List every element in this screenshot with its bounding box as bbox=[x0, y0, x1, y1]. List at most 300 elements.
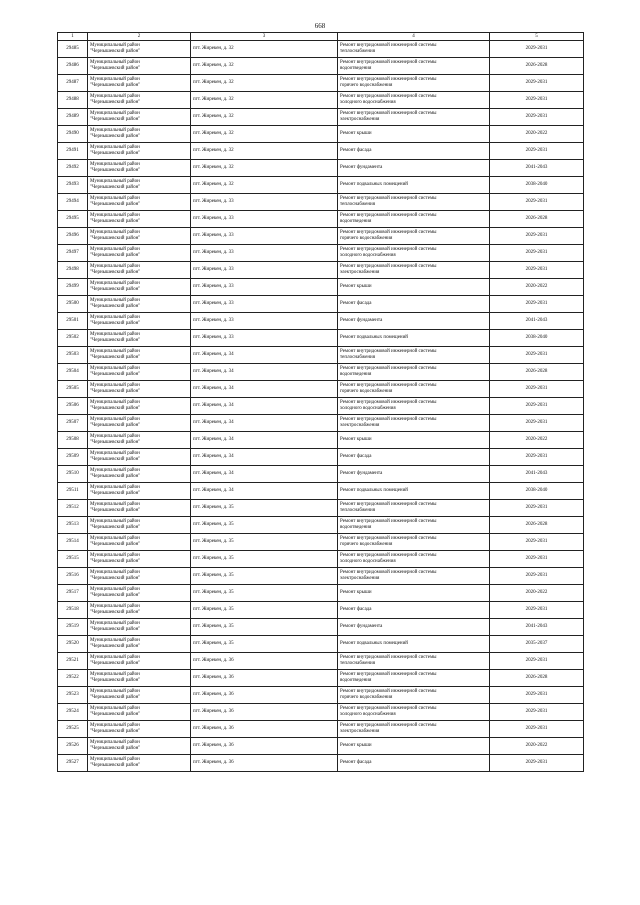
table-row bbox=[58, 568, 584, 585]
address-cell: пгт. Жирекен, д. 36 bbox=[191, 653, 338, 670]
table-row bbox=[58, 500, 584, 517]
table-row bbox=[58, 92, 584, 109]
period-cell: 2029-2031 bbox=[490, 92, 584, 109]
district-cell bbox=[88, 75, 191, 92]
table-row bbox=[58, 653, 584, 670]
work-type-cell-line: холодного водоснабжения bbox=[340, 712, 396, 717]
column-header: 5 bbox=[490, 33, 584, 41]
row-number-cell: 29514 bbox=[58, 534, 88, 551]
district-cell-line: "Чернышевский район" bbox=[90, 440, 141, 445]
address-cell: пгт. Жирекен, д. 35 bbox=[191, 636, 338, 653]
district-cell bbox=[88, 585, 191, 602]
row-number-cell: 29516 bbox=[58, 568, 88, 585]
period-cell: 2029-2031 bbox=[490, 109, 584, 126]
address-cell: пгт. Жирекен, д. 32 bbox=[191, 109, 338, 126]
period-cell: 2038-2040 bbox=[490, 177, 584, 194]
district-cell-line: "Чернышевский район" bbox=[90, 338, 141, 343]
work-type-cell-line: горячего водоснабжения bbox=[340, 236, 393, 241]
table-row bbox=[58, 41, 584, 58]
district-cell bbox=[88, 755, 191, 772]
address-cell: пгт. Жирекен, д. 33 bbox=[191, 245, 338, 262]
work-type-cell-line: теплоснабжения bbox=[340, 49, 375, 54]
address-cell: пгт. Жирекен, д. 34 bbox=[191, 398, 338, 415]
table-row bbox=[58, 483, 584, 500]
table-row bbox=[58, 432, 584, 449]
district-cell-line: "Чернышевский район" bbox=[90, 372, 141, 377]
district-cell-line: Муниципальный район bbox=[90, 60, 140, 65]
period-cell: 2029-2031 bbox=[490, 75, 584, 92]
table-row bbox=[58, 687, 584, 704]
table-row bbox=[58, 160, 584, 177]
address-cell: пгт. Жирекен, д. 36 bbox=[191, 755, 338, 772]
work-type-cell-line: Ремонт внутридомовой инженерной системы bbox=[340, 723, 437, 728]
district-cell bbox=[88, 211, 191, 228]
district-cell bbox=[88, 568, 191, 585]
work-type-cell bbox=[338, 75, 490, 92]
district-cell-line: "Чернышевский район" bbox=[90, 644, 141, 649]
district-cell-line: "Чернышевский район" bbox=[90, 457, 141, 462]
address-cell: пгт. Жирекен, д. 34 bbox=[191, 432, 338, 449]
district-cell bbox=[88, 432, 191, 449]
district-cell bbox=[88, 330, 191, 347]
row-number-cell: 29520 bbox=[58, 636, 88, 653]
work-type-cell-line: Ремонт подвальных помещений bbox=[340, 641, 408, 646]
district-cell-line: Муниципальный район bbox=[90, 638, 140, 643]
district-cell-line: Муниципальный район bbox=[90, 621, 140, 626]
district-cell-line: Муниципальный район bbox=[90, 247, 140, 252]
district-cell bbox=[88, 704, 191, 721]
district-cell-line: Муниципальный район bbox=[90, 502, 140, 507]
address-cell: пгт. Жирекен, д. 34 bbox=[191, 364, 338, 381]
work-type-cell bbox=[338, 636, 490, 653]
work-type-cell bbox=[338, 432, 490, 449]
address-cell: пгт. Жирекен, д. 32 bbox=[191, 126, 338, 143]
district-cell-line: Муниципальный район bbox=[90, 519, 140, 524]
work-type-cell bbox=[338, 653, 490, 670]
address-cell: пгт. Жирекен, д. 34 bbox=[191, 381, 338, 398]
row-number-cell: 29517 bbox=[58, 585, 88, 602]
address-cell: пгт. Жирекен, д. 36 bbox=[191, 738, 338, 755]
period-cell: 2020-2022 bbox=[490, 585, 584, 602]
work-type-cell-line: горячего водоснабжения bbox=[340, 83, 393, 88]
work-type-cell-line: Ремонт внутридомовой инженерной системы bbox=[340, 94, 437, 99]
work-type-cell bbox=[338, 670, 490, 687]
work-type-cell bbox=[338, 619, 490, 636]
district-cell-line: "Чернышевский район" bbox=[90, 236, 141, 241]
work-type-cell-line: Ремонт крыши bbox=[340, 284, 372, 289]
work-type-cell-line: водоотведения bbox=[340, 66, 372, 71]
row-number-cell: 29502 bbox=[58, 330, 88, 347]
work-type-cell-line: Ремонт внутридомовой инженерной системы bbox=[340, 77, 437, 82]
work-type-cell-line: Ремонт подвальных помещений bbox=[340, 488, 408, 493]
work-type-cell-line: Ремонт внутридомовой инженерной системы bbox=[340, 230, 437, 235]
work-type-cell-line: Ремонт фасада bbox=[340, 148, 372, 153]
district-cell bbox=[88, 687, 191, 704]
period-cell: 2038-2040 bbox=[490, 330, 584, 347]
address-cell: пгт. Жирекен, д. 32 bbox=[191, 160, 338, 177]
district-cell-line: Муниципальный район bbox=[90, 757, 140, 762]
row-number-cell: 29524 bbox=[58, 704, 88, 721]
row-number-cell: 29504 bbox=[58, 364, 88, 381]
period-cell: 2029-2031 bbox=[490, 398, 584, 415]
district-cell bbox=[88, 466, 191, 483]
table-row bbox=[58, 262, 584, 279]
district-cell-line: "Чернышевский район" bbox=[90, 270, 141, 275]
period-cell: 2029-2031 bbox=[490, 262, 584, 279]
table-row bbox=[58, 330, 584, 347]
work-type-cell-line: Ремонт крыши bbox=[340, 131, 372, 136]
district-cell bbox=[88, 602, 191, 619]
work-type-cell-line: Ремонт фундамента bbox=[340, 318, 383, 323]
row-number-cell: 29499 bbox=[58, 279, 88, 296]
district-cell-line: Муниципальный район bbox=[90, 145, 140, 150]
district-cell-line: Муниципальный район bbox=[90, 94, 140, 99]
address-cell: пгт. Жирекен, д. 33 bbox=[191, 279, 338, 296]
district-cell-line: Муниципальный район bbox=[90, 43, 140, 48]
work-type-cell bbox=[338, 262, 490, 279]
period-cell: 2041-2043 bbox=[490, 619, 584, 636]
period-cell: 2029-2031 bbox=[490, 143, 584, 160]
page-number: 668 bbox=[314, 22, 326, 30]
address-cell: пгт. Жирекен, д. 35 bbox=[191, 619, 338, 636]
district-cell-line: Муниципальный район bbox=[90, 536, 140, 541]
work-type-cell-line: электроснабжения bbox=[340, 270, 380, 275]
work-type-cell-line: Ремонт внутридомовой инженерной системы bbox=[340, 247, 437, 252]
period-cell: 2035-2037 bbox=[490, 636, 584, 653]
table-body bbox=[58, 41, 584, 772]
work-type-cell-line: холодного водоснабжения bbox=[340, 253, 396, 258]
address-cell: пгт. Жирекен, д. 32 bbox=[191, 92, 338, 109]
address-cell: пгт. Жирекен, д. 36 bbox=[191, 704, 338, 721]
district-cell-line: "Чернышевский район" bbox=[90, 219, 141, 224]
period-cell: 2029-2031 bbox=[490, 653, 584, 670]
period-cell: 2029-2031 bbox=[490, 347, 584, 364]
table-row bbox=[58, 636, 584, 653]
work-type-cell bbox=[338, 398, 490, 415]
district-cell bbox=[88, 279, 191, 296]
work-type-cell bbox=[338, 364, 490, 381]
district-cell-line: "Чернышевский район" bbox=[90, 287, 141, 292]
row-number-cell: 29492 bbox=[58, 160, 88, 177]
district-cell-line: Муниципальный район bbox=[90, 689, 140, 694]
work-type-cell-line: Ремонт крыши bbox=[340, 743, 372, 748]
district-cell-line: Муниципальный район bbox=[90, 349, 140, 354]
address-cell: пгт. Жирекен, д. 36 bbox=[191, 670, 338, 687]
period-cell: 2026-2028 bbox=[490, 517, 584, 534]
work-type-cell-line: Ремонт внутридомовой инженерной системы bbox=[340, 383, 437, 388]
work-type-cell-line: Ремонт подвальных помещений bbox=[340, 182, 408, 187]
period-cell: 2029-2031 bbox=[490, 551, 584, 568]
work-type-cell-line: Ремонт крыши bbox=[340, 590, 372, 595]
district-cell-line: Муниципальный район bbox=[90, 400, 140, 405]
row-number-cell: 29511 bbox=[58, 483, 88, 500]
district-cell-line: "Чернышевский район" bbox=[90, 49, 141, 54]
row-number-cell: 29507 bbox=[58, 415, 88, 432]
address-cell: пгт. Жирекен, д. 35 bbox=[191, 517, 338, 534]
work-type-cell bbox=[338, 245, 490, 262]
period-cell: 2020-2022 bbox=[490, 432, 584, 449]
work-type-cell-line: Ремонт внутридомовой инженерной системы bbox=[340, 264, 437, 269]
period-cell: 2041-2043 bbox=[490, 160, 584, 177]
work-type-cell bbox=[338, 279, 490, 296]
row-number-cell: 29503 bbox=[58, 347, 88, 364]
district-cell-line: "Чернышевский район" bbox=[90, 746, 141, 751]
work-type-cell-line: Ремонт внутридомовой инженерной системы bbox=[340, 655, 437, 660]
work-type-cell-line: водоотведения bbox=[340, 525, 372, 530]
address-cell: пгт. Жирекен, д. 35 bbox=[191, 500, 338, 517]
period-cell: 2029-2031 bbox=[490, 500, 584, 517]
table-row bbox=[58, 75, 584, 92]
district-cell-line: "Чернышевский район" bbox=[90, 712, 141, 717]
column-number-row bbox=[58, 33, 584, 41]
district-cell-line: Муниципальный район bbox=[90, 434, 140, 439]
period-cell: 2020-2022 bbox=[490, 279, 584, 296]
work-type-cell-line: теплоснабжения bbox=[340, 202, 375, 207]
row-number-cell: 29509 bbox=[58, 449, 88, 466]
period-cell: 2026-2028 bbox=[490, 364, 584, 381]
table-row bbox=[58, 466, 584, 483]
table-row bbox=[58, 177, 584, 194]
work-type-cell bbox=[338, 296, 490, 313]
work-type-cell bbox=[338, 534, 490, 551]
address-cell: пгт. Жирекен, д. 33 bbox=[191, 194, 338, 211]
district-cell-line: "Чернышевский район" bbox=[90, 389, 141, 394]
district-cell-line: Муниципальный район bbox=[90, 196, 140, 201]
work-type-cell-line: Ремонт фундамента bbox=[340, 624, 383, 629]
district-cell-line: Муниципальный район bbox=[90, 451, 140, 456]
address-cell: пгт. Жирекен, д. 35 bbox=[191, 551, 338, 568]
work-type-cell-line: Ремонт фасада bbox=[340, 301, 372, 306]
row-number-cell: 29505 bbox=[58, 381, 88, 398]
table-row bbox=[58, 313, 584, 330]
work-type-cell bbox=[338, 585, 490, 602]
table-row bbox=[58, 398, 584, 415]
period-cell: 2038-2040 bbox=[490, 483, 584, 500]
period-cell: 2029-2031 bbox=[490, 194, 584, 211]
work-type-cell bbox=[338, 228, 490, 245]
work-type-cell-line: Ремонт внутридомовой инженерной системы bbox=[340, 536, 437, 541]
work-type-cell bbox=[338, 58, 490, 75]
district-cell-line: "Чернышевский район" bbox=[90, 695, 141, 700]
row-number-cell: 29485 bbox=[58, 41, 88, 58]
row-number-cell: 29515 bbox=[58, 551, 88, 568]
district-cell bbox=[88, 58, 191, 75]
table-row bbox=[58, 721, 584, 738]
district-cell-line: Муниципальный район bbox=[90, 672, 140, 677]
district-cell-line: "Чернышевский район" bbox=[90, 83, 141, 88]
row-number-cell: 29490 bbox=[58, 126, 88, 143]
work-type-cell-line: Ремонт внутридомовой инженерной системы bbox=[340, 706, 437, 711]
work-type-cell bbox=[338, 704, 490, 721]
work-type-cell-line: Ремонт фасада bbox=[340, 454, 372, 459]
period-cell: 2029-2031 bbox=[490, 415, 584, 432]
district-cell-line: "Чернышевский район" bbox=[90, 627, 141, 632]
work-type-cell bbox=[338, 568, 490, 585]
district-cell-line: "Чернышевский район" bbox=[90, 525, 141, 530]
district-cell bbox=[88, 364, 191, 381]
district-cell-line: Муниципальный район bbox=[90, 77, 140, 82]
row-number-cell: 29495 bbox=[58, 211, 88, 228]
district-cell-line: Муниципальный район bbox=[90, 315, 140, 320]
address-cell: пгт. Жирекен, д. 35 bbox=[191, 568, 338, 585]
district-cell bbox=[88, 534, 191, 551]
row-number-cell: 29518 bbox=[58, 602, 88, 619]
address-cell: пгт. Жирекен, д. 36 bbox=[191, 687, 338, 704]
district-cell bbox=[88, 177, 191, 194]
address-cell: пгт. Жирекен, д. 35 bbox=[191, 602, 338, 619]
address-cell: пгт. Жирекен, д. 36 bbox=[191, 721, 338, 738]
column-header: 1 bbox=[58, 33, 88, 41]
district-cell-line: "Чернышевский район" bbox=[90, 355, 141, 360]
period-cell: 2029-2031 bbox=[490, 449, 584, 466]
work-type-cell bbox=[338, 602, 490, 619]
work-type-cell-line: Ремонт внутридомовой инженерной системы bbox=[340, 366, 437, 371]
work-type-cell-line: водоотведения bbox=[340, 678, 372, 683]
table-row bbox=[58, 738, 584, 755]
district-cell-line: "Чернышевский район" bbox=[90, 100, 141, 105]
work-type-cell bbox=[338, 160, 490, 177]
table-row bbox=[58, 755, 584, 772]
district-cell-line: "Чернышевский район" bbox=[90, 593, 141, 598]
work-type-cell-line: Ремонт внутридомовой инженерной системы bbox=[340, 43, 437, 48]
district-cell-line: Муниципальный район bbox=[90, 706, 140, 711]
row-number-cell: 29527 bbox=[58, 755, 88, 772]
period-cell: 2029-2031 bbox=[490, 296, 584, 313]
district-cell bbox=[88, 347, 191, 364]
address-cell: пгт. Жирекен, д. 33 bbox=[191, 262, 338, 279]
district-cell bbox=[88, 619, 191, 636]
table-row bbox=[58, 534, 584, 551]
address-cell: пгт. Жирекен, д. 34 bbox=[191, 483, 338, 500]
district-cell bbox=[88, 670, 191, 687]
work-type-cell-line: электроснабжения bbox=[340, 117, 380, 122]
row-number-cell: 29498 bbox=[58, 262, 88, 279]
table-row bbox=[58, 58, 584, 75]
district-cell-line: "Чернышевский район" bbox=[90, 576, 141, 581]
district-cell-line: Муниципальный район bbox=[90, 485, 140, 490]
table-row bbox=[58, 245, 584, 262]
period-cell: 2029-2031 bbox=[490, 721, 584, 738]
work-type-cell-line: Ремонт подвальных помещений bbox=[340, 335, 408, 340]
work-type-cell-line: Ремонт фасада bbox=[340, 607, 372, 612]
period-cell: 2041-2043 bbox=[490, 313, 584, 330]
district-cell bbox=[88, 517, 191, 534]
district-cell bbox=[88, 228, 191, 245]
district-cell-line: "Чернышевский район" bbox=[90, 678, 141, 683]
period-cell: 2029-2031 bbox=[490, 534, 584, 551]
work-type-cell-line: теплоснабжения bbox=[340, 661, 375, 666]
period-cell: 2026-2028 bbox=[490, 211, 584, 228]
row-number-cell: 29510 bbox=[58, 466, 88, 483]
table-row bbox=[58, 211, 584, 228]
work-type-cell-line: горячего водоснабжения bbox=[340, 542, 393, 547]
work-type-cell bbox=[338, 738, 490, 755]
district-cell bbox=[88, 653, 191, 670]
table-row bbox=[58, 704, 584, 721]
work-type-cell bbox=[338, 381, 490, 398]
table-row bbox=[58, 126, 584, 143]
district-cell bbox=[88, 296, 191, 313]
district-cell-line: Муниципальный район bbox=[90, 417, 140, 422]
work-type-cell-line: Ремонт внутридомовой инженерной системы bbox=[340, 672, 437, 677]
work-type-cell-line: Ремонт внутридомовой инженерной системы bbox=[340, 213, 437, 218]
work-type-cell-line: водоотведения bbox=[340, 219, 372, 224]
work-type-cell bbox=[338, 687, 490, 704]
district-cell bbox=[88, 41, 191, 58]
district-cell-line: "Чернышевский район" bbox=[90, 321, 141, 326]
table-header bbox=[58, 33, 584, 41]
row-number-cell: 29508 bbox=[58, 432, 88, 449]
period-cell: 2029-2031 bbox=[490, 704, 584, 721]
row-number-cell: 29489 bbox=[58, 109, 88, 126]
table-row bbox=[58, 194, 584, 211]
row-number-cell: 29494 bbox=[58, 194, 88, 211]
district-cell-line: Муниципальный район bbox=[90, 332, 140, 337]
address-cell: пгт. Жирекен, д. 33 bbox=[191, 228, 338, 245]
work-type-cell-line: Ремонт фасада bbox=[340, 760, 372, 765]
district-cell-line: Муниципальный район bbox=[90, 128, 140, 133]
work-type-cell-line: Ремонт внутридомовой инженерной системы bbox=[340, 111, 437, 116]
table-row bbox=[58, 381, 584, 398]
work-type-cell-line: Ремонт внутридомовой инженерной системы bbox=[340, 519, 437, 524]
work-type-cell bbox=[338, 211, 490, 228]
row-number-cell: 29506 bbox=[58, 398, 88, 415]
period-cell: 2029-2031 bbox=[490, 245, 584, 262]
work-type-cell bbox=[338, 194, 490, 211]
work-type-cell bbox=[338, 415, 490, 432]
work-type-cell bbox=[338, 347, 490, 364]
work-type-cell-line: Ремонт внутридомовой инженерной системы bbox=[340, 502, 437, 507]
row-number-cell: 29525 bbox=[58, 721, 88, 738]
period-cell: 2029-2031 bbox=[490, 687, 584, 704]
district-cell-line: "Чернышевский район" bbox=[90, 168, 141, 173]
row-number-cell: 29513 bbox=[58, 517, 88, 534]
address-cell: пгт. Жирекен, д. 32 bbox=[191, 143, 338, 160]
table-row bbox=[58, 143, 584, 160]
address-cell: пгт. Жирекен, д. 35 bbox=[191, 534, 338, 551]
table-row bbox=[58, 347, 584, 364]
table-row bbox=[58, 551, 584, 568]
district-cell bbox=[88, 500, 191, 517]
work-type-cell-line: Ремонт внутридомовой инженерной системы bbox=[340, 196, 437, 201]
address-cell: пгт. Жирекен, д. 33 bbox=[191, 313, 338, 330]
district-cell bbox=[88, 738, 191, 755]
district-cell bbox=[88, 313, 191, 330]
period-cell: 2029-2031 bbox=[490, 381, 584, 398]
period-cell: 2029-2031 bbox=[490, 568, 584, 585]
district-cell-line: "Чернышевский район" bbox=[90, 474, 141, 479]
district-cell-line: Муниципальный район bbox=[90, 230, 140, 235]
table-row bbox=[58, 602, 584, 619]
row-number-cell: 29487 bbox=[58, 75, 88, 92]
district-cell-line: "Чернышевский район" bbox=[90, 661, 141, 666]
district-cell-line: "Чернышевский район" bbox=[90, 117, 141, 122]
column-header: 4 bbox=[338, 33, 490, 41]
work-type-cell bbox=[338, 330, 490, 347]
district-cell bbox=[88, 109, 191, 126]
work-type-cell-line: Ремонт фундамента bbox=[340, 165, 383, 170]
table-row bbox=[58, 670, 584, 687]
district-cell-line: "Чернышевский район" bbox=[90, 66, 141, 71]
address-cell: пгт. Жирекен, д. 32 bbox=[191, 41, 338, 58]
district-cell-line: Муниципальный район bbox=[90, 298, 140, 303]
table-row bbox=[58, 415, 584, 432]
row-number-cell: 29496 bbox=[58, 228, 88, 245]
work-type-cell bbox=[338, 449, 490, 466]
address-cell: пгт. Жирекен, д. 34 bbox=[191, 466, 338, 483]
district-cell-line: "Чернышевский район" bbox=[90, 202, 141, 207]
work-type-cell bbox=[338, 466, 490, 483]
